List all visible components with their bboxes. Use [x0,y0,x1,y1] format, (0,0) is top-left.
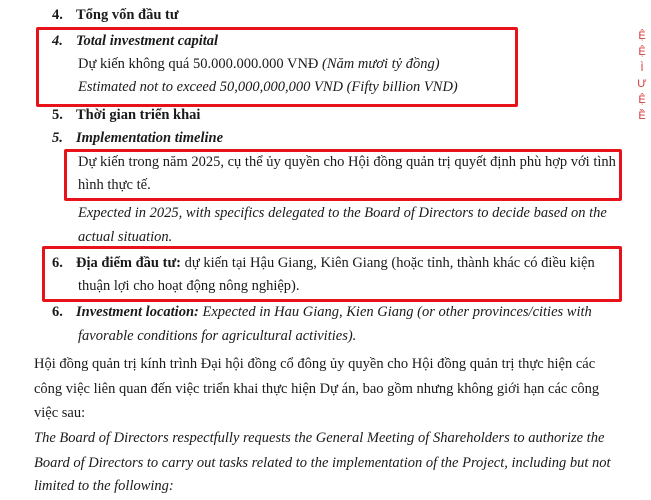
sec6-vi-line-2: thuận lợi cho hoạt động nông nghiệp). [78,278,300,294]
sec5-vi-body-2: hình thực tế. [78,177,151,193]
sec6-en-line-1 [52,303,592,321]
stamp-char: Ề [638,110,646,122]
sec4-vi-title: Tổng vốn đầu tư [76,7,179,23]
margin-stamp [635,30,649,126]
sec4-en-body: Estimated not to exceed 50,000,000,000 VND (Fifty billion VND) [78,79,458,95]
sec4-en-title: Total investment capital [76,33,219,49]
sec4-en-num: 4. [52,33,63,49]
stamp-char: Ì [640,62,644,74]
sec6-vi-title: Địa điểm đầu tư: [76,255,181,271]
stamp-char: Ư [637,78,647,90]
sec5-vi-body-1: Dự kiến trong năm 2025, cụ thể ủy quyền cho Hội đồng quản trị quyết định phù hợp với tình [78,154,616,170]
sec6-en-num: 6. [52,304,63,320]
stamp-char: Ệ [638,94,646,106]
para-en-line-3: limited to the following: [34,478,174,494]
sec5-vi-num: 5. [52,107,63,123]
stamp-char: Ệ [638,30,646,42]
stamp-char: Ệ [638,46,646,58]
sec6-vi-line-1 [52,254,595,272]
para-en-line-2: Board of Directors to carry out tasks related to the implementation of the Project, including but not [34,455,611,471]
sec5-vi-heading [52,106,200,124]
sec6-vi-text: dự kiến tại Hậu Giang, Kiên Giang (hoặc tỉnh, thành khác có điều kiện [180,255,595,271]
sec5-en-body-1: Expected in 2025, with specifics delegated to the Board of Directors to decide based on the [78,205,607,221]
sec4-vi-num: 4. [52,7,63,23]
sec5-en-body-2: actual situation. [78,229,173,245]
sec5-vi-title: Thời gian triển khai [76,107,201,123]
sec6-vi-num: 6. [52,255,63,271]
para-vi-line-1: Hội đồng quản trị kính trình Đại hội đồng cổ đông ủy quyền cho Hội đồng quản trị thực hiện các [34,356,596,372]
sec5-en-heading [52,129,223,147]
sec4-vi-body [78,55,440,73]
sec5-en-num: 5. [52,130,63,146]
sec6-en-text: Expected in Hau Giang, Kien Giang (or other provinces/cities with [198,304,592,320]
sec4-vi-body-paren: (Năm mươi tỷ đồng) [322,56,440,72]
sec6-en-line-2: favorable conditions for agricultural activities). [78,328,357,344]
sec4-vi-body-main: Dự kiến không quá 50.000.000.000 VNĐ [78,56,319,72]
sec4-en-heading [52,32,218,50]
para-en-line-1: The Board of Directors respectfully requests the General Meeting of Shareholders to authorize the [34,430,605,446]
para-vi-line-3: việc sau: [34,405,86,421]
para-vi-line-2: công việc liên quan đến việc triển khai thực hiện Dự án, bao gồm nhưng không giới hạn các công [34,381,600,397]
sec4-vi-heading [52,6,179,24]
sec5-en-title: Implementation timeline [76,130,224,146]
sec6-en-title: Investment location: [76,304,199,320]
